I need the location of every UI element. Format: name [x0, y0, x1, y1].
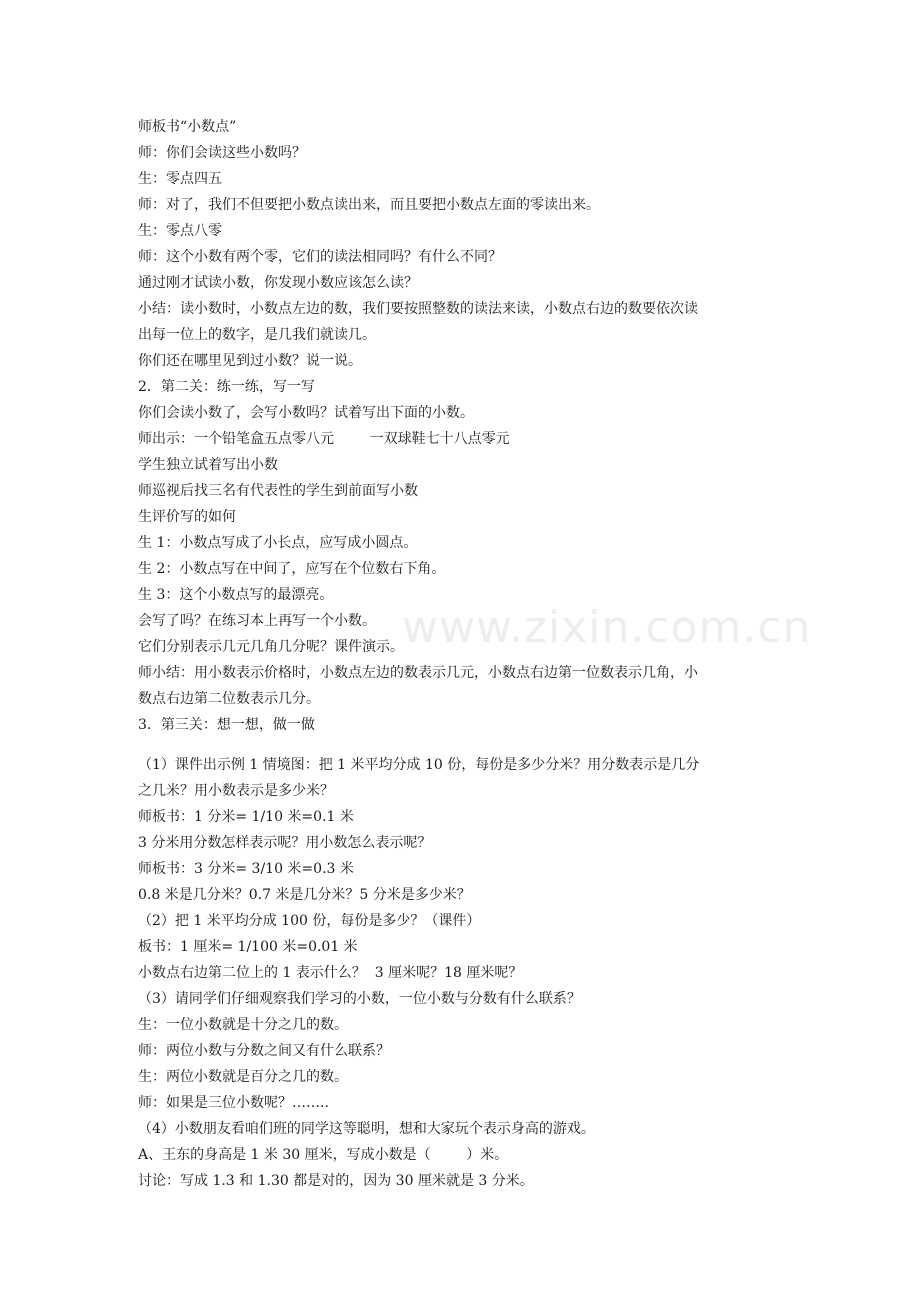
text-line: 师：这个小数有两个零，它们的读法相同吗？有什么不同？: [138, 249, 502, 265]
text-line: 师板书：3 分米= 3/10 米=0.3 米: [138, 861, 354, 877]
document-body: [138, 114, 788, 1194]
text-line: 师板书“小数点”: [138, 119, 237, 135]
text-line: 生：两位小数就是百分之几的数。: [138, 1069, 348, 1085]
text-line: （4）小数朋友看咱们班的同学这等聪明，想和大家玩个表示身高的游戏。: [138, 1121, 595, 1137]
text-line: 学生独立试着写出小数: [138, 457, 278, 473]
text-line: 板书：1 厘米= 1/100 米=0.01 米: [138, 939, 358, 955]
watermark-text: www.zixin.com.cn: [402, 602, 812, 653]
text-line: 0.8 米是几分米？0.7 米是几分米？5 分米是多少米？: [138, 887, 471, 903]
text-line: 生：一位小数就是十分之几的数。: [138, 1017, 348, 1033]
text-line: 出每一位上的数字，是几我们就读几。: [138, 327, 376, 343]
text-line: 你们会读小数了，会写小数吗？试着写出下面的小数。: [138, 405, 474, 421]
section-gap: [138, 738, 788, 752]
text-line: 师：两位小数与分数之间又有什么联系？: [138, 1043, 390, 1059]
text-line: 师：你们会读这些小数吗？: [138, 145, 306, 161]
text-line: A、王东的身高是 1 米 30 厘米，写成小数是（ ）米。: [138, 1147, 509, 1163]
text-line: 师：对了，我们不但要把小数点读出来，而且要把小数点左面的零读出来。: [138, 197, 600, 213]
text-line: 3．第三关：想一想，做一做: [138, 717, 315, 733]
text-line: （1）课件出示例 1 情境图：把 1 米平均分成 10 份，每份是多少分米？用分数表示是几分: [138, 757, 700, 773]
text-line: 师出示：一个铅笔盒五点零八元 一双球鞋七十八点零元: [138, 431, 510, 447]
text-line: 师：如果是三位小数呢？……..: [138, 1095, 329, 1111]
text-line: （3）请同学们仔细观察我们学习的小数，一位小数与分数有什么联系？: [138, 991, 581, 1007]
text-line: 通过刚才试读小数，你发现小数应该怎么读？: [138, 275, 418, 291]
lesson-section-2: [138, 752, 788, 1194]
text-line: 3 分米用分数怎样表示呢？用小数怎么表示呢？: [138, 835, 432, 851]
text-line: 小数点右边第二位上的 1 表示什么？ 3 厘米呢？18 厘米呢？: [138, 965, 523, 981]
text-line: 师巡视后找三名有代表性的学生到前面写小数: [138, 483, 418, 499]
text-line: 生 1：小数点写成了小长点，应写成小圆点。: [138, 535, 418, 551]
text-line: 之几米？用小数表示是多少米？: [138, 783, 334, 799]
text-line: 数点右边第二位数表示几分。: [138, 691, 320, 707]
text-line: （2）把 1 米平均分成 100 份，每份是多少？（课件）: [138, 913, 481, 929]
text-line: 师板书：1 分米= 1/10 米=0.1 米: [138, 809, 354, 825]
text-line: 2．第二关：练一练，写一写: [138, 379, 315, 395]
text-line: 生评价写的如何: [138, 509, 236, 525]
text-line: 会写了吗？在练习本上再写一个小数。: [138, 613, 376, 629]
text-line: 生 2：小数点写在中间了，应写在个位数右下角。: [138, 561, 446, 577]
text-line: 小结：读小数时，小数点左边的数，我们要按照整数的读法来读，小数点右边的数要依次读: [138, 301, 698, 317]
text-line: 生 3：这个小数点写的最漂亮。: [138, 587, 334, 603]
text-line: 你们还在哪里见到过小数？说一说。: [138, 353, 362, 369]
text-line: 师小结：用小数表示价格时，小数点左边的数表示几元，小数点右边第一位数表示几角，小: [138, 665, 698, 681]
text-line: 生：零点八零: [138, 223, 222, 239]
text-line: 生：零点四五: [138, 171, 222, 187]
text-line: 讨论：写成 1.3 和 1.30 都是对的，因为 30 厘米就是 3 分米。: [138, 1173, 534, 1189]
text-line: 它们分别表示几元几角几分呢？课件演示。: [138, 639, 404, 655]
